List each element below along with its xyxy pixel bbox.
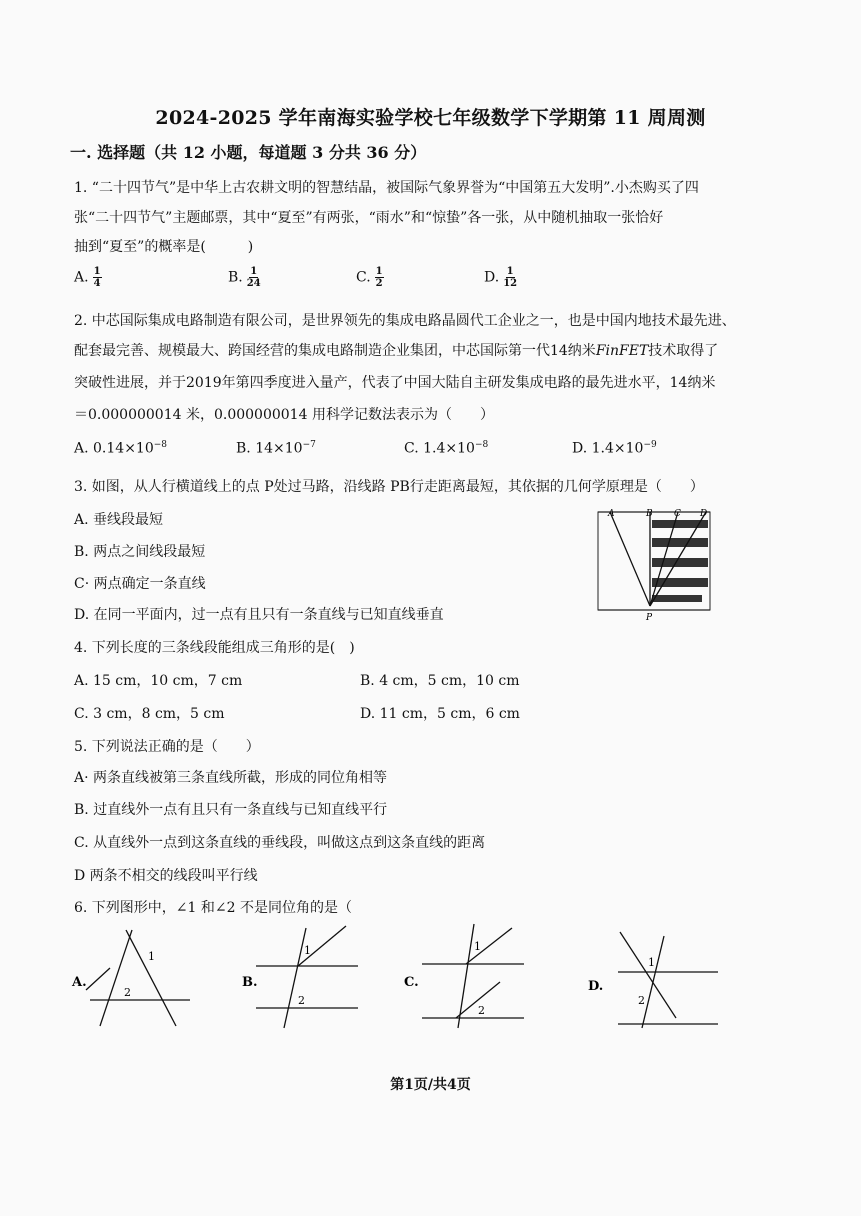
fig-label-c: C (674, 509, 681, 519)
svg-text:1: 1 (304, 944, 311, 957)
svg-text:1: 1 (648, 956, 655, 969)
q5-stem: 5. 下列说法正确的是（ ） (74, 739, 260, 755)
page-footer: 第1页/共4页 (390, 1077, 471, 1093)
svg-text:1: 1 (474, 940, 481, 953)
fig-label-b: B (646, 509, 653, 519)
fig-label-p: P (646, 613, 653, 623)
q4-option-c: C. 3 cm，8 cm，5 cm (74, 706, 225, 722)
q1-option-b: B. $\frac{1}{24}$ (228, 266, 261, 289)
svg-text:2: 2 (298, 994, 305, 1007)
q2-line2: 配套最完善、规模最大、跨国经营的集成电路制造企业集团，中芯国际第一代14纳米FinFET技术取得了 (74, 343, 719, 359)
q4-option-a: A. 15 cm，10 cm，7 cm (74, 673, 243, 689)
q5-option-c: C. 从直线外一点到这条直线的垂线段，叫做这点到这条直线的距离 (74, 835, 486, 851)
q2-line1: 2. 中芯国际集成电路制造有限公司，是世界领先的集成电路晶圆代工企业之一，也是中国内地技术最先进、 (74, 313, 736, 329)
crosswalk-figure (590, 502, 720, 624)
q3-stem: 3. 如图，从人行横道线上的点 P处过马路，沿线路 PB行走距离最短，其依据的几何学原理是（ ） (74, 479, 704, 495)
q2-line4: ＝0.000000014 米，0.000000014 用科学记数法表示为（ ） (74, 407, 494, 423)
section-heading: 一. 选择题（共 12 小题，每道题 3 分共 36 分） (70, 143, 427, 162)
q6-figure-a (70, 920, 200, 1032)
q1-line2: 张“二十四节气”主题邮票，其中“夏至”有两张，“雨水”和“惊蛰”各一张，从中随机抽取一张恰好 (74, 210, 664, 226)
q6-figure-b (236, 920, 366, 1032)
q3-option-a: A. 垂线段最短 (74, 512, 164, 528)
q4-option-d: D. 11 cm，5 cm，6 cm (360, 706, 520, 722)
q4-stem: 4. 下列长度的三条线段能组成三角形的是( ) (74, 640, 355, 656)
q2-line3: 突破性进展，并于2019年第四季度进入量产，代表了中国大陆自主研发集成电路的最先进水平，14纳米 (74, 375, 716, 391)
q4-option-b: B. 4 cm，5 cm，10 cm (360, 673, 520, 689)
q5-option-a: A· 两条直线被第三条直线所截，形成的同位角相等 (74, 770, 388, 786)
q1-line1: 1. “二十四节气”是中华上古农耕文明的智慧结晶，被国际气象界誉为“中国第五大发明”.小杰购买了四 (74, 180, 699, 196)
q5-option-d: D 两条不相交的线段叫平行线 (74, 868, 258, 884)
q1-option-c: C. $\frac{1}{2}$ (356, 266, 383, 289)
q2-option-d: D. $1.4\times 10^{-9}$ (572, 440, 657, 457)
svg-text:2: 2 (638, 994, 645, 1007)
svg-text:B.: B. (242, 975, 258, 990)
q3-option-c: C· 两点确定一条直线 (74, 576, 206, 592)
q5-option-b: B. 过直线外一点有且只有一条直线与已知直线平行 (74, 802, 388, 818)
q6-stem: 6. 下列图形中，∠1 和∠2 不是同位角的是（ (74, 900, 352, 916)
q1-option-a: A. $\frac{1}{4}$ (74, 266, 101, 289)
svg-text:2: 2 (124, 986, 131, 999)
svg-text:D.: D. (588, 979, 604, 994)
q6-figure-d (584, 920, 724, 1032)
q1-option-d: D. $\frac{1}{12}$ (484, 266, 518, 289)
q6-figure-c (402, 920, 532, 1032)
svg-text:C.: C. (404, 975, 419, 990)
q2-option-b: B. $14\times 10^{-7}$ (236, 440, 316, 457)
page-title: 2024-2025 学年南海实验学校七年级数学下学期第 11 周周测 (155, 107, 706, 129)
q2-option-a: A. $0.14\times 10^{-8}$ (74, 440, 168, 457)
fig-label-a: A (608, 509, 615, 519)
q3-option-b: B. 两点之间线段最短 (74, 544, 206, 560)
svg-text:1: 1 (148, 950, 155, 963)
svg-text:A.: A. (72, 975, 87, 990)
svg-text:2: 2 (478, 1004, 485, 1017)
q2-option-c: C. $1.4\times 10^{-8}$ (404, 440, 489, 457)
q1-line3: 抽到“夏至”的概率是( ) (74, 239, 254, 255)
q3-option-d: D. 在同一平面内，过一点有且只有一条直线与已知直线垂直 (74, 607, 444, 623)
fig-label-d: D (700, 509, 708, 519)
